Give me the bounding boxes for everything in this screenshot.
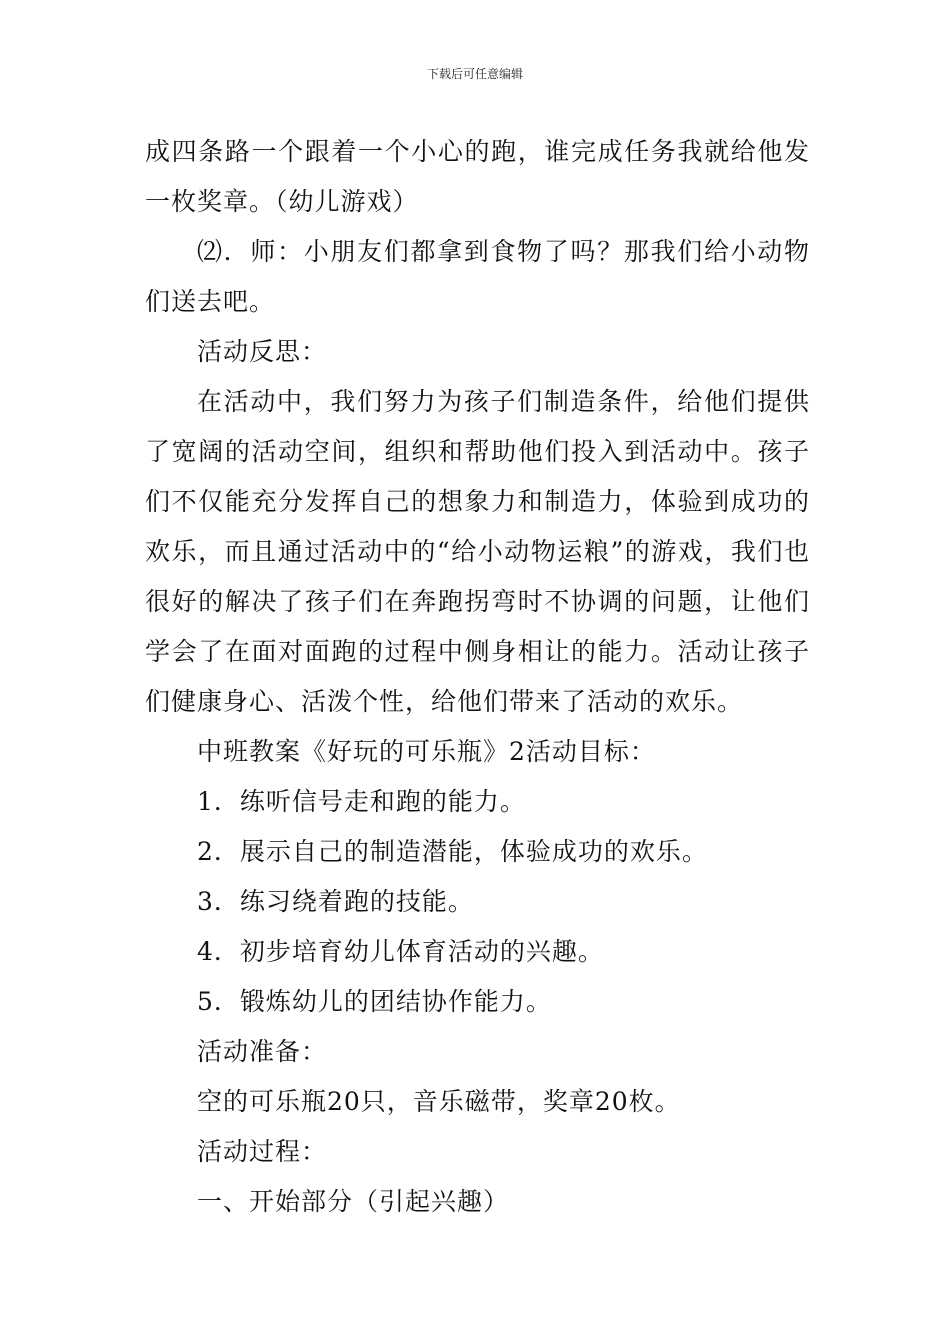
page-header-note: 下载后可任意编辑 xyxy=(426,67,523,81)
paragraph-game-rules: 成四条路一个跟着一个小心的跑，谁完成任务我就给他发一枚奖章。（幼儿游戏） xyxy=(145,137,810,216)
heading-activity-preparation: 活动准备： xyxy=(197,1037,328,1066)
goal-item-3: 3．练习绕着跑的技能。 xyxy=(197,887,474,916)
goal-item-1: 1．练听信号走和跑的能力。 xyxy=(197,787,526,816)
goal-item-5: 5．锻炼幼儿的团结协作能力。 xyxy=(197,987,552,1016)
section-start-part: 一、开始部分（引起兴趣） xyxy=(197,1187,510,1216)
paragraph-preparation-items: 空的可乐瓶20只，音乐磁带，奖章20枚。 xyxy=(197,1087,681,1116)
goal-item-2: 2．展示自己的制造潜能，体验成功的欢乐。 xyxy=(197,837,708,866)
paragraph-reflection-text: 在活动中，我们努力为孩子们制造条件，给他们提供了宽阔的活动空间，组织和帮助他们投入到活动中。孩子们不仅能充分发挥自己的想象力和制造力，体验到成功的欢乐，而且通过活动中的“给小动物运粮”的游戏，我们也很好的解决了孩子们在奔跑拐弯时不协调的问题，让他们学会了在面对面跑的过程中侧身相让的能力。活动让孩子们健康身心、活泼个性，给他们带来了活动的欢乐。 xyxy=(145,387,810,716)
paragraph-teacher-question: ⑵．师：小朋友们都拿到食物了吗？那我们给小动物们送去吧。 xyxy=(145,237,810,316)
heading-lesson-plan-goals: 中班教案《好玩的可乐瓶》2活动目标： xyxy=(197,737,656,766)
goal-item-4: 4．初步培育幼儿体育活动的兴趣。 xyxy=(197,937,604,966)
heading-activity-reflection: 活动反思： xyxy=(197,337,328,366)
document-body xyxy=(145,127,810,1227)
heading-activity-process: 活动过程： xyxy=(197,1137,328,1166)
